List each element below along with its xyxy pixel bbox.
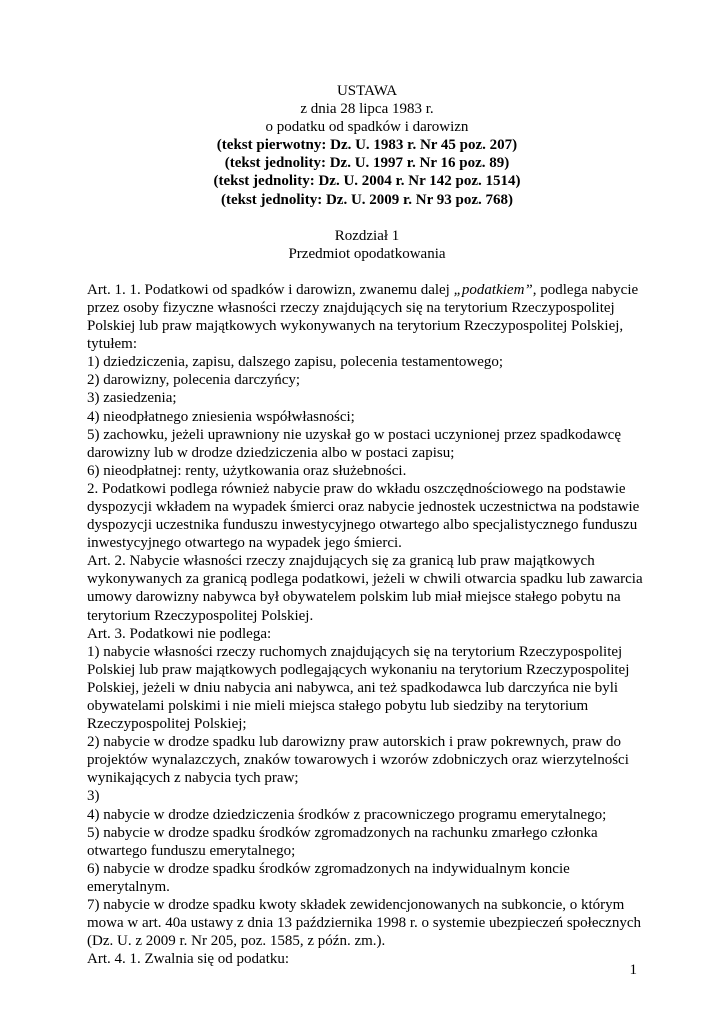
- document-header: [87, 82, 647, 209]
- paragraph: 5) zachowku, jeżeli uprawniony nie uzyskał go w postaci uczynionej przez spadkodawcę darowizny lub w drodze dziedziczenia albo w postaci zapisu;: [87, 426, 621, 461]
- source-consolidated-2004: (tekst jednolity: Dz. U. 2004 r. Nr 142 poz. 1514): [213, 173, 521, 190]
- paragraph: Art. 3. Podatkowi nie podlega:: [87, 625, 272, 642]
- chapter-number: Rozdział 1: [334, 227, 400, 244]
- paragraph: 3): [87, 788, 100, 805]
- article-1-rest: , podlega nabycie przez osoby fizyczne własności rzeczy znajdujących się na terytorium Rzeczypospolitej Polskiej lub praw majątkowych wykonywanych na terytorium Rzeczypospolitej Polskiej, tytułem:: [87, 281, 639, 353]
- act-subject: o podatku od spadków i darowizn: [265, 119, 469, 136]
- document-body: [87, 281, 647, 969]
- paragraph: 3) zasiedzenia;: [87, 390, 177, 407]
- source-consolidated-1997: (tekst jednolity: Dz. U. 1997 r. Nr 16 poz. 89): [224, 155, 510, 172]
- paragraph: 2. Podatkowi podlega również nabycie praw do wkładu oszczędnościowego na podstawie dyspozycji wkładem na wypadek śmierci oraz nabycie jednostek uczestnictwa na podstawie dyspozycji uczestnika funduszu inwestycyjnego otwartego albo specjalistycznego funduszu inwestycyjnego otwartego na wypadek jego śmierci.: [87, 480, 640, 552]
- defined-term: „podatkiem”: [453, 281, 533, 298]
- paragraph: Art. 4. 1. Zwalnia się od podatku:: [87, 951, 290, 968]
- paragraph: 1) dziedziczenia, zapisu, dalszego zapisu, polecenia testamentowego;: [87, 354, 504, 371]
- document-page: [87, 82, 647, 968]
- source-consolidated-2009: (tekst jednolity: Dz. U. 2009 r. Nr 93 poz. 768): [220, 191, 514, 208]
- article-1-lead: Art. 1. 1. Podatkowi od spadków i darowizn, zwanemu dalej: [87, 281, 454, 298]
- chapter-heading: [87, 227, 647, 263]
- paragraph: Art. 2. Nabycie własności rzeczy znajdujących się za granicą lub praw majątkowych wykonywanych za granicą podlega podatkowi, jeżeli w chwili otwarcia spadku lub zawarcia umowy darowizny nabywca był obywatelem polskim lub miał miejsce stałego pobytu na terytorium Rzeczypospolitej Polskiej.: [87, 553, 643, 624]
- page-number: 1: [629, 962, 637, 978]
- act-title: USTAWA: [336, 83, 398, 99]
- paragraph: 1) nabycie własności rzeczy ruchomych znajdujących się na terytorium Rzeczypospolitej Polskiej lub praw majątkowych podlegających wykonaniu na terytorium Rzeczypospolitej Polskiej, jeżeli w dniu nabycia ani nabywca, ani też spadkodawca lub darczyńca nie byli obywatelami polskimi i nie mieli miejsca stałego pobytu lub siedziby na terytorium Rzeczypospolitej Polskiej;: [87, 643, 630, 733]
- paragraph: 6) nabycie w drodze spadku środków zgromadzonych na indywidualnym koncie emerytalnym.: [87, 860, 570, 895]
- act-date: z dnia 28 lipca 1983 r.: [300, 101, 434, 118]
- paragraph: 5) nabycie w drodze spadku środków zgromadzonych na rachunku zmarłego członka otwartego funduszu emerytalnego;: [87, 824, 598, 859]
- chapter-title: Przedmiot opodatkowania: [288, 245, 446, 262]
- paragraph: 4) nabycie w drodze dziedziczenia środków z pracowniczego programu emerytalnego;: [87, 806, 607, 823]
- paragraph: 2) nabycie w drodze spadku lub darowizny praw autorskich i praw pokrewnych, praw do projektów wynalazczych, znaków towarowych i wzorów zdobniczych oraz wierzytelności wynikających z nabycia tych praw;: [87, 734, 629, 787]
- paragraph: 7) nabycie w drodze spadku kwoty składek zewidencjonowanych na subkoncie, o którym mowa w art. 40a ustawy z dnia 13 października 1998 r. o systemie ubezpieczeń społecznych (Dz. U. z 2009 r. Nr 205, poz. 1585, z późn. zm.).: [87, 897, 641, 950]
- source-original: (tekst pierwotny: Dz. U. 1983 r. Nr 45 poz. 207): [216, 137, 518, 154]
- paragraph: 4) nieodpłatnego zniesienia współwłasności;: [87, 408, 355, 425]
- paragraph: 6) nieodpłatnej: renty, użytkowania oraz służebności.: [87, 462, 407, 479]
- article-1-paragraph: [87, 281, 647, 353]
- paragraph: 2) darowizny, polecenia darczyńcy;: [87, 372, 301, 389]
